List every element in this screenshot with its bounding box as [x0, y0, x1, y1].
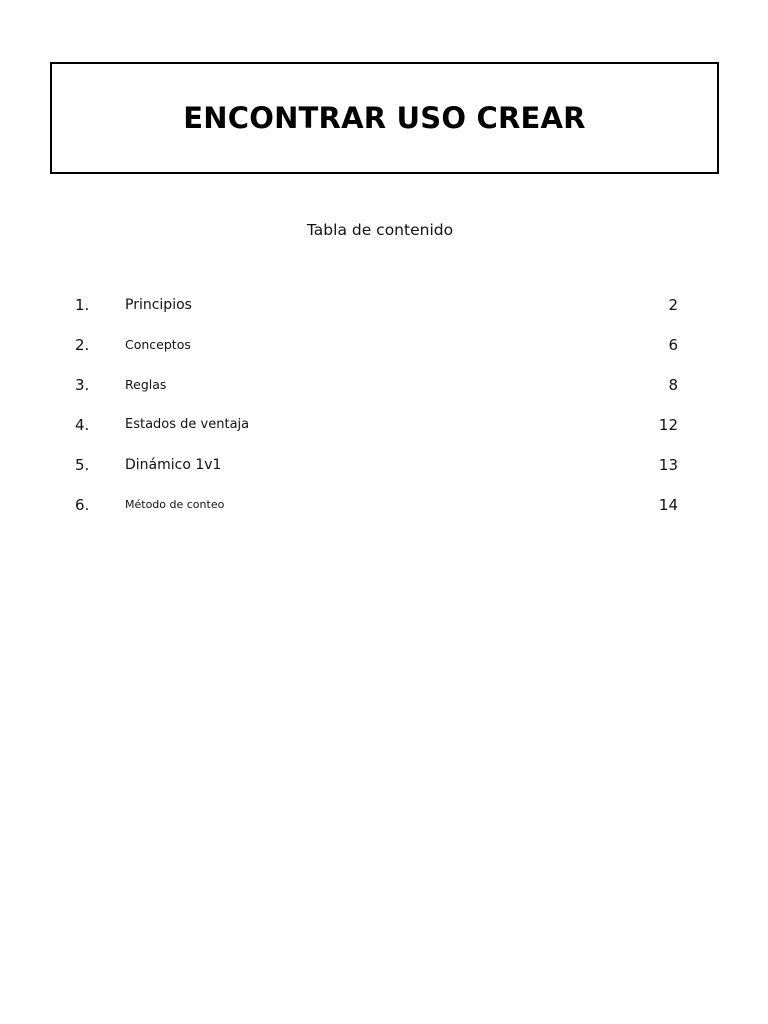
toc-item-label: Estados de ventaja: [125, 417, 250, 432]
document-title: ENCONTRAR USO CREAR: [183, 101, 586, 135]
toc-item-reglas[interactable]: [0, 373, 768, 397]
toc-item-label: Dinámico 1v1: [125, 457, 222, 473]
toc-item-number: 4.: [75, 416, 90, 434]
toc-item-label: Reglas: [125, 377, 167, 392]
toc-item-page: 14: [658, 496, 678, 514]
toc-item-page: 2: [668, 296, 678, 314]
toc-item-page: 8: [668, 376, 678, 394]
toc-item-label: Método de conteo: [125, 498, 225, 511]
toc-item-dinamico-1v1[interactable]: [0, 453, 768, 477]
toc-item-principios[interactable]: [0, 293, 768, 317]
toc-item-number: 5.: [75, 456, 90, 474]
toc-item-number: 2.: [75, 336, 90, 354]
toc-item-number: 6.: [75, 496, 90, 514]
toc-item-label: Principios: [125, 297, 192, 313]
toc-item-conceptos[interactable]: [0, 333, 768, 357]
toc-item-number: 1.: [75, 296, 90, 314]
toc-heading: Tabla de contenido: [306, 221, 454, 239]
toc-item-estados-de-ventaja[interactable]: [0, 413, 768, 437]
toc-item-number: 3.: [75, 376, 90, 394]
toc-item-page: 13: [658, 456, 678, 474]
toc-item-metodo-de-conteo[interactable]: [0, 493, 768, 517]
toc-item-label: Conceptos: [125, 337, 191, 352]
toc-item-page: 12: [658, 416, 678, 434]
toc-item-page: 6: [668, 336, 678, 354]
title-box: [50, 62, 719, 174]
